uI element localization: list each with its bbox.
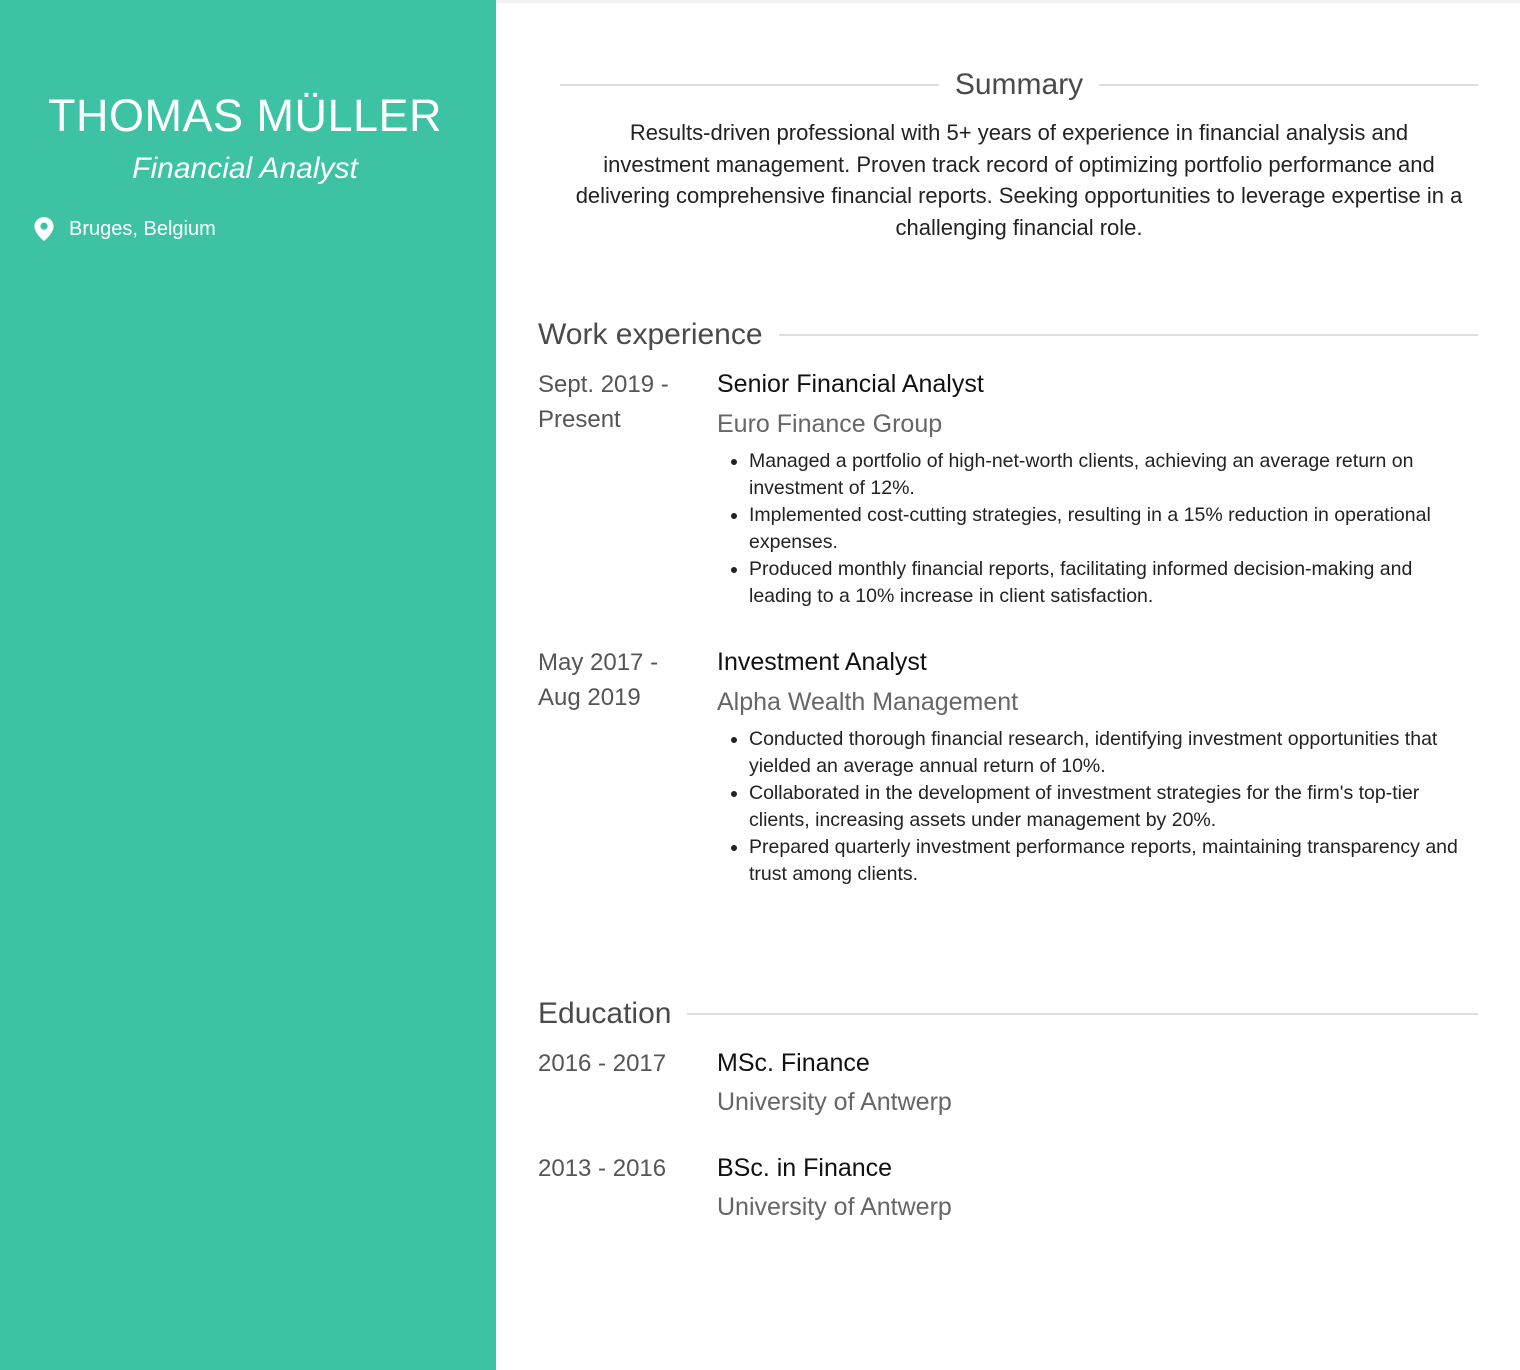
work-date-start: May 2017 -: [538, 649, 659, 676]
location-row: [34, 217, 216, 241]
work-bullet: • Prepared quarterly investment performance reports, maintaining transparency and trust among clients.: [749, 834, 1477, 888]
work-heading: [538, 318, 1478, 352]
work-date-start: Sept. 2019 -: [538, 371, 669, 398]
summary-text: Results-driven professional with 5+ years of experience in financial analysis and investment management. Proven track record of optimizing portfolio performance and delivering comprehensive financial reports. Seeking opportunities to leverage expertise in a challenging financial role.: [575, 120, 1463, 240]
company-name: Alpha Wealth Management: [717, 688, 1019, 716]
education-date: 2013 - 2016: [538, 1155, 667, 1182]
work-details: [717, 645, 1477, 888]
degree-name: MSc. Finance: [717, 1049, 870, 1077]
work-date: [538, 645, 698, 715]
education-heading: [538, 997, 1478, 1031]
work-date: [538, 367, 698, 437]
summary-title: Summary: [954, 68, 1084, 101]
work-date-end: Aug 2019: [538, 684, 641, 711]
work-bullet: • Implemented cost-cutting strategies, resulting in a 15% reduction in operational expenses.: [749, 502, 1477, 556]
candidate-role: Financial Analyst: [132, 152, 358, 185]
work-bullet: • Produced monthly financial reports, facilitating informed decision-making and leading to a 10% increase in client satisfaction.: [749, 556, 1477, 610]
work-title: Work experience: [538, 318, 763, 351]
map-pin-icon: [34, 217, 54, 241]
education-details: [717, 1151, 1477, 1225]
heading-rule-right: [1099, 84, 1478, 86]
heading-rule: [687, 1013, 1478, 1015]
education-date: 2016 - 2017: [538, 1050, 667, 1077]
school-name: University of Antwerp: [717, 1193, 952, 1221]
work-bullet: • Collaborated in the development of investment strategies for the firm's top-tier clients, increasing assets under management by 20%.: [749, 780, 1477, 834]
school-name: University of Antwerp: [717, 1088, 952, 1116]
heading-rule: [779, 334, 1478, 336]
summary-heading: [560, 68, 1478, 102]
heading-rule-left: [560, 84, 939, 86]
job-title: Investment Analyst: [717, 648, 927, 676]
work-bullets: [717, 726, 1477, 888]
main-content: [496, 0, 1520, 1370]
work-details: [717, 367, 1477, 610]
sidebar: [0, 0, 496, 1370]
job-title: Senior Financial Analyst: [717, 370, 984, 398]
location-text: Bruges, Belgium: [69, 217, 216, 240]
work-bullet: • Managed a portfolio of high-net-worth clients, achieving an average return on investment of 12%.: [749, 448, 1477, 502]
work-bullet: • Conducted thorough financial research, identifying investment opportunities that yielded an average annual return of 10%.: [749, 726, 1477, 780]
company-name: Euro Finance Group: [717, 410, 943, 438]
degree-name: BSc. in Finance: [717, 1154, 893, 1182]
work-date-end: Present: [538, 406, 621, 433]
education-details: [717, 1046, 1477, 1120]
education-title: Education: [538, 997, 672, 1030]
work-bullets: [717, 448, 1477, 610]
candidate-name: THOMAS MÜLLER: [47, 90, 443, 141]
